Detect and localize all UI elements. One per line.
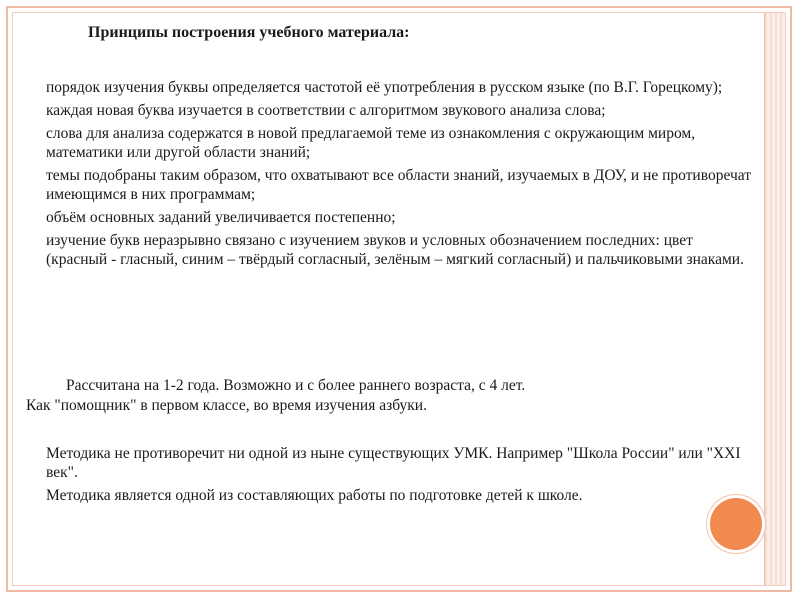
principles-list: [26, 78, 756, 273]
list-item-text: Методика является одной из составляющих работы по подготовке детей к школе.: [46, 487, 583, 504]
list-item-text: Методика не противоречит ни одной из ныне существующих УМК. Например "Школа России" или "XXI век".: [46, 445, 741, 481]
list-item: [26, 486, 756, 505]
list-item-text: изучение букв неразрывно связано с изучением звуков и условных обозначением последних: цвет (красный - гласный, синим – твёрдый согласный, зелёным – мягкий согласный) и пальчиковыми знаками.: [46, 232, 744, 268]
paragraph-line-2: Как "помощник" в первом классе, во время изучения азбуки.: [26, 397, 427, 414]
list-item: [26, 78, 756, 97]
list-item: [26, 208, 756, 227]
notes-list: [26, 444, 756, 509]
list-item: [26, 231, 756, 269]
list-item: [26, 101, 756, 120]
list-item-text: темы подобраны таким образом, что охватывают все области знаний, изучаемых в ДОУ, и не противоречат имеющимся в них программам;: [46, 167, 751, 203]
duration-paragraph: [26, 376, 756, 416]
list-item: [26, 166, 756, 204]
list-item-text: порядок изучения буквы определяется частотой её употребления в русском языке (по В.Г. Горецкому);: [46, 79, 723, 96]
slide-title: Принципы построения учебного материала:: [88, 24, 410, 41]
decorative-side-band: [765, 13, 785, 585]
list-item-text: объём основных заданий увеличивается постепенно;: [46, 209, 396, 226]
list-item-text: слова для анализа содержатся в новой предлагаемой теме из ознакомления с окружающим миром, математики или другой области знаний;: [46, 125, 696, 161]
list-item: [26, 124, 756, 162]
list-item-text: каждая новая буква изучается в соответствии с алгоритмом звукового анализа слова;: [46, 102, 606, 119]
list-item: [26, 444, 756, 482]
paragraph-line-1: Рассчитана на 1-2 года. Возможно и с более раннего возраста, с 4 лет.: [66, 377, 526, 394]
decorative-orange-circle: [710, 498, 762, 550]
